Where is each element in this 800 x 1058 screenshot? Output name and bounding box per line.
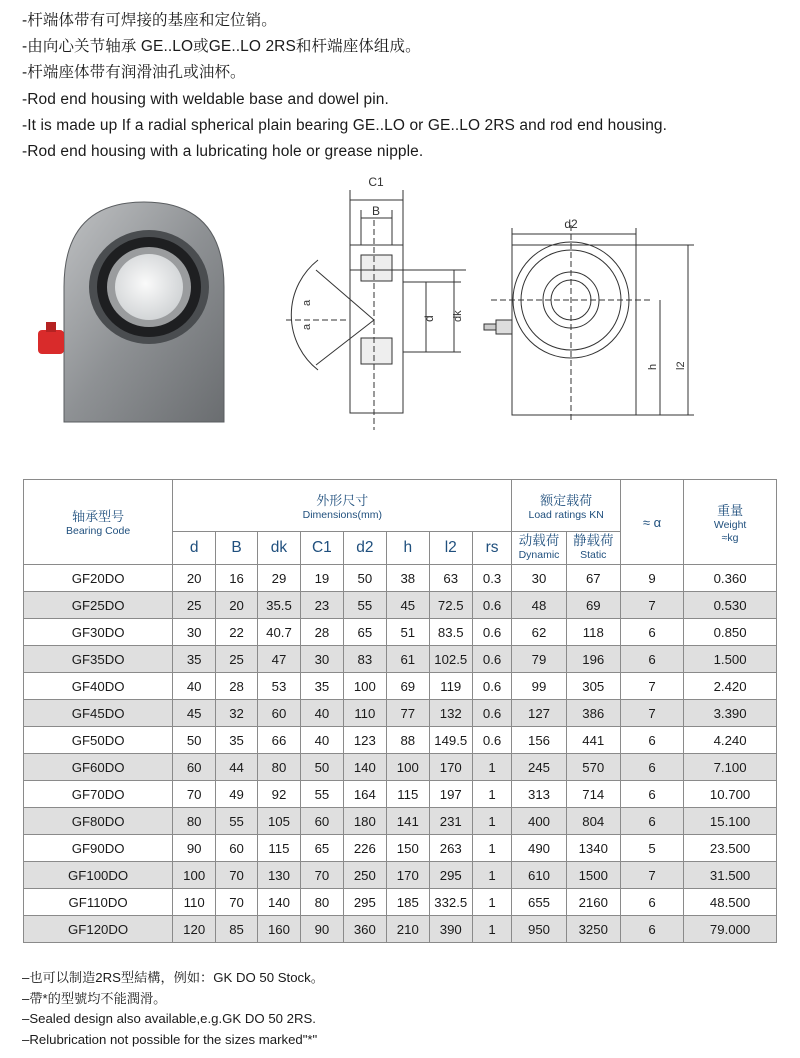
table-cell: 1: [472, 781, 512, 808]
intro-text: [22, 8, 792, 165]
table-cell: 62: [512, 619, 566, 646]
table-cell: GF50DO: [24, 727, 173, 754]
footnote: –Sealed design also available,e.g.GK DO 50 2RS.: [22, 1011, 316, 1026]
table-cell: 226: [343, 835, 386, 862]
table-cell: 45: [386, 592, 429, 619]
weight-header: [684, 480, 777, 565]
table-cell: 0.6: [472, 673, 512, 700]
col-h: h: [386, 532, 429, 565]
table-row: [24, 889, 777, 916]
table-cell: 45: [173, 700, 216, 727]
table-cell: 40: [300, 700, 343, 727]
table-cell: 305: [566, 673, 620, 700]
table-cell: 80: [300, 889, 343, 916]
table-cell: 60: [173, 754, 216, 781]
table-cell: 66: [257, 727, 300, 754]
table-cell: 360: [343, 916, 386, 943]
table-cell: 65: [300, 835, 343, 862]
table-row: [24, 835, 777, 862]
table-cell: 110: [343, 700, 386, 727]
table-cell: 65: [343, 619, 386, 646]
table-cell: 3250: [566, 916, 620, 943]
table-cell: 20: [216, 592, 258, 619]
col-b: B: [216, 532, 258, 565]
table-cell: 90: [173, 835, 216, 862]
label-b: B: [371, 204, 381, 218]
table-cell: 570: [566, 754, 620, 781]
table-cell: 16: [216, 565, 258, 592]
table-cell: 23: [300, 592, 343, 619]
label-l2: l2: [675, 361, 687, 370]
table-cell: 0.6: [472, 619, 512, 646]
table-row: [24, 565, 777, 592]
table-cell: GF80DO: [24, 808, 173, 835]
table-cell: 6: [620, 889, 683, 916]
table-cell: 655: [512, 889, 566, 916]
table-cell: 263: [429, 835, 472, 862]
table-cell: 7: [620, 862, 683, 889]
label-a1: a: [301, 299, 313, 306]
table-cell: 100: [173, 862, 216, 889]
table-cell: 30: [300, 646, 343, 673]
table-cell: 118: [566, 619, 620, 646]
table-cell: 83.5: [429, 619, 472, 646]
col-dynamic-en: Dynamic: [518, 549, 560, 561]
label-d2: d2: [564, 217, 578, 231]
table-cell: 119: [429, 673, 472, 700]
label-h: h: [647, 363, 659, 370]
table-cell: 55: [300, 781, 343, 808]
table-cell: 70: [173, 781, 216, 808]
table-cell: 99: [512, 673, 566, 700]
dims-header-en: Dimensions(mm): [302, 508, 382, 521]
col-static-en: Static: [580, 549, 607, 561]
table-cell: GF25DO: [24, 592, 173, 619]
table-cell: 90: [300, 916, 343, 943]
table-cell: GF35DO: [24, 646, 173, 673]
table-cell: GF110DO: [24, 889, 173, 916]
code-header-cn: 轴承型号: [72, 509, 125, 524]
table-row: [24, 592, 777, 619]
dims-header-cn: 外形尺寸: [316, 492, 369, 508]
table-cell: 313: [512, 781, 566, 808]
footnotes: [22, 968, 722, 1050]
table-cell: GF100DO: [24, 862, 173, 889]
table-row: [24, 808, 777, 835]
table-cell: GF70DO: [24, 781, 173, 808]
table-cell: 19: [300, 565, 343, 592]
table-cell: 100: [386, 754, 429, 781]
specs-table-wrap: [23, 479, 777, 943]
table-cell: 15.100: [684, 808, 777, 835]
footnote: –Relubrication not possible for the sizes marked"*": [22, 1031, 318, 1047]
table-cell: 10.700: [684, 781, 777, 808]
table-cell: 0.6: [472, 592, 512, 619]
table-cell: GF60DO: [24, 754, 173, 781]
table-cell: 0.3: [472, 565, 512, 592]
table-cell: 20: [173, 565, 216, 592]
table-cell: 141: [386, 808, 429, 835]
col-l2: l2: [429, 532, 472, 565]
table-cell: 63: [429, 565, 472, 592]
table-cell: GF90DO: [24, 835, 173, 862]
table-cell: 149.5: [429, 727, 472, 754]
table-cell: 38: [386, 565, 429, 592]
label-a2: a: [301, 323, 313, 330]
table-cell: 110: [173, 889, 216, 916]
table-cell: 55: [216, 808, 258, 835]
table-cell: 332.5: [429, 889, 472, 916]
table-cell: 31.500: [684, 862, 777, 889]
intro-line: -杆端座体带有润滑油孔或油杯。: [22, 64, 246, 82]
table-cell: 156: [512, 727, 566, 754]
table-cell: 1: [472, 889, 512, 916]
table-cell: 40: [173, 673, 216, 700]
table-cell: 1340: [566, 835, 620, 862]
table-cell: 7: [620, 673, 683, 700]
load-header-en: Load ratings KN: [528, 508, 604, 521]
table-cell: 130: [257, 862, 300, 889]
table-cell: 29: [257, 565, 300, 592]
table-cell: 61: [386, 646, 429, 673]
table-cell: 30: [512, 565, 566, 592]
table-row: [24, 754, 777, 781]
table-cell: GF30DO: [24, 619, 173, 646]
col-c1: C1: [300, 532, 343, 565]
table-cell: 196: [566, 646, 620, 673]
table-cell: 6: [620, 754, 683, 781]
intro-line: -杆端体带有可焊接的基座和定位销。: [22, 12, 277, 29]
table-cell: 6: [620, 646, 683, 673]
table-cell: 950: [512, 916, 566, 943]
table-cell: GF120DO: [24, 916, 173, 943]
intro-line: -It is made up If a radial spherical plain bearing GE..LO or GE..LO 2RS and rod end housing.: [22, 116, 668, 134]
table-cell: 164: [343, 781, 386, 808]
label-c1: C1: [368, 175, 384, 189]
table-cell: 170: [429, 754, 472, 781]
table-cell: 140: [257, 889, 300, 916]
table-cell: 22: [216, 619, 258, 646]
table-cell: 5: [620, 835, 683, 862]
table-cell: 77: [386, 700, 429, 727]
specs-table-body: [24, 565, 777, 943]
table-cell: 390: [429, 916, 472, 943]
alpha-header: ≈ α: [620, 480, 683, 565]
table-cell: 2160: [566, 889, 620, 916]
table-row: [24, 700, 777, 727]
table-cell: 0.6: [472, 727, 512, 754]
table-cell: 160: [257, 916, 300, 943]
col-d: d: [173, 532, 216, 565]
grease-nipple-cap: [38, 330, 64, 354]
table-cell: 70: [216, 889, 258, 916]
table-cell: 67: [566, 565, 620, 592]
table-cell: 185: [386, 889, 429, 916]
table-cell: 88: [386, 727, 429, 754]
col-rs: rs: [472, 532, 512, 565]
table-cell: 70: [300, 862, 343, 889]
col-dynamic-cn: 动载荷: [518, 533, 560, 548]
intro-line: -Rod end housing with weldable base and dowel pin.: [22, 90, 389, 108]
table-cell: 35.5: [257, 592, 300, 619]
technical-drawing: [286, 170, 706, 442]
table-cell: GF20DO: [24, 565, 173, 592]
table-cell: 40.7: [257, 619, 300, 646]
col-static-cn: 静载荷: [573, 533, 614, 548]
table-cell: 100: [343, 673, 386, 700]
table-cell: 50: [300, 754, 343, 781]
table-row: [24, 619, 777, 646]
table-cell: 47: [257, 646, 300, 673]
table-cell: 60: [257, 700, 300, 727]
table-cell: 28: [300, 619, 343, 646]
table-cell: 6: [620, 808, 683, 835]
table-cell: 4.240: [684, 727, 777, 754]
specs-table: [23, 479, 777, 943]
table-cell: 1: [472, 916, 512, 943]
intro-line: -Rod end housing with a lubricating hole or grease nipple.: [22, 143, 424, 161]
table-cell: 0.6: [472, 646, 512, 673]
col-dynamic: [512, 532, 566, 565]
table-cell: 40: [300, 727, 343, 754]
table-cell: 35: [300, 673, 343, 700]
table-row: [24, 781, 777, 808]
table-cell: 120: [173, 916, 216, 943]
table-cell: 1: [472, 862, 512, 889]
table-cell: 83: [343, 646, 386, 673]
table-cell: 51: [386, 619, 429, 646]
table-cell: 6: [620, 916, 683, 943]
table-cell: 7: [620, 592, 683, 619]
table-cell: 1: [472, 808, 512, 835]
load-header-cn: 额定载荷: [540, 492, 593, 508]
table-cell: 72.5: [429, 592, 472, 619]
table-cell: 1.500: [684, 646, 777, 673]
table-cell: 490: [512, 835, 566, 862]
footnote: –帶*的型號均不能潤滑。: [22, 990, 167, 1006]
table-cell: 1: [472, 754, 512, 781]
table-row: [24, 727, 777, 754]
table-cell: 170: [386, 862, 429, 889]
col-d2: d2: [343, 532, 386, 565]
table-cell: 7.100: [684, 754, 777, 781]
table-cell: 60: [216, 835, 258, 862]
table-cell: 1: [472, 835, 512, 862]
table-cell: 295: [429, 862, 472, 889]
table-cell: 714: [566, 781, 620, 808]
table-cell: 1500: [566, 862, 620, 889]
label-d: d: [422, 315, 436, 322]
table-cell: 123: [343, 727, 386, 754]
table-cell: 197: [429, 781, 472, 808]
col-static: [566, 532, 620, 565]
footnote: –也可以制造2RS型結構，例如：GK DO 50 Stock。: [22, 970, 324, 985]
table-cell: 180: [343, 808, 386, 835]
table-cell: 0.850: [684, 619, 777, 646]
table-row: [24, 646, 777, 673]
table-cell: 115: [257, 835, 300, 862]
table-cell: 60: [300, 808, 343, 835]
table-cell: 610: [512, 862, 566, 889]
table-cell: 210: [386, 916, 429, 943]
table-cell: 80: [257, 754, 300, 781]
table-cell: 102.5: [429, 646, 472, 673]
table-cell: 25: [173, 592, 216, 619]
table-cell: 295: [343, 889, 386, 916]
table-cell: 6: [620, 619, 683, 646]
table-row: [24, 862, 777, 889]
table-cell: 44: [216, 754, 258, 781]
weight-header-en: Weight: [713, 518, 747, 531]
table-cell: GF40DO: [24, 673, 173, 700]
col-dk: dk: [257, 532, 300, 565]
rod-end-photo: [24, 192, 246, 432]
table-cell: 9: [620, 565, 683, 592]
table-cell: 80: [173, 808, 216, 835]
dims-header: [173, 480, 512, 532]
table-cell: 245: [512, 754, 566, 781]
table-cell: 132: [429, 700, 472, 727]
table-cell: 150: [386, 835, 429, 862]
table-cell: 105: [257, 808, 300, 835]
table-cell: 804: [566, 808, 620, 835]
table-cell: 69: [566, 592, 620, 619]
table-cell: 0.360: [684, 565, 777, 592]
table-cell: 32: [216, 700, 258, 727]
table-cell: 115: [386, 781, 429, 808]
table-cell: 79.000: [684, 916, 777, 943]
table-cell: 92: [257, 781, 300, 808]
table-cell: 30: [173, 619, 216, 646]
label-dk: dk: [452, 310, 464, 322]
table-cell: 49: [216, 781, 258, 808]
table-row: [24, 673, 777, 700]
table-cell: 48: [512, 592, 566, 619]
table-cell: 85: [216, 916, 258, 943]
table-cell: 50: [343, 565, 386, 592]
table-cell: 127: [512, 700, 566, 727]
table-cell: 25: [216, 646, 258, 673]
table-cell: 3.390: [684, 700, 777, 727]
code-header: [24, 480, 173, 565]
table-cell: 400: [512, 808, 566, 835]
table-cell: 0.530: [684, 592, 777, 619]
table-cell: 23.500: [684, 835, 777, 862]
intro-line: -由向心关节轴承 GE..LO或GE..LO 2RS和杆端座体组成。: [22, 38, 421, 56]
table-cell: 28: [216, 673, 258, 700]
table-cell: 250: [343, 862, 386, 889]
table-cell: 35: [216, 727, 258, 754]
table-cell: 386: [566, 700, 620, 727]
table-cell: 48.500: [684, 889, 777, 916]
code-header-en: Bearing Code: [65, 525, 131, 537]
table-cell: 2.420: [684, 673, 777, 700]
table-cell: 231: [429, 808, 472, 835]
table-cell: 69: [386, 673, 429, 700]
table-cell: 70: [216, 862, 258, 889]
table-cell: 0.6: [472, 700, 512, 727]
table-cell: 79: [512, 646, 566, 673]
table-cell: 35: [173, 646, 216, 673]
table-cell: 140: [343, 754, 386, 781]
table-cell: 7: [620, 700, 683, 727]
table-cell: 441: [566, 727, 620, 754]
table-cell: 6: [620, 781, 683, 808]
table-cell: 50: [173, 727, 216, 754]
load-header: [512, 480, 621, 532]
table-cell: GF45DO: [24, 700, 173, 727]
weight-header-unit: ≈kg: [721, 531, 739, 544]
table-cell: 53: [257, 673, 300, 700]
table-cell: 6: [620, 727, 683, 754]
table-row: [24, 916, 777, 943]
weight-header-cn: 重量: [717, 502, 744, 518]
table-cell: 55: [343, 592, 386, 619]
